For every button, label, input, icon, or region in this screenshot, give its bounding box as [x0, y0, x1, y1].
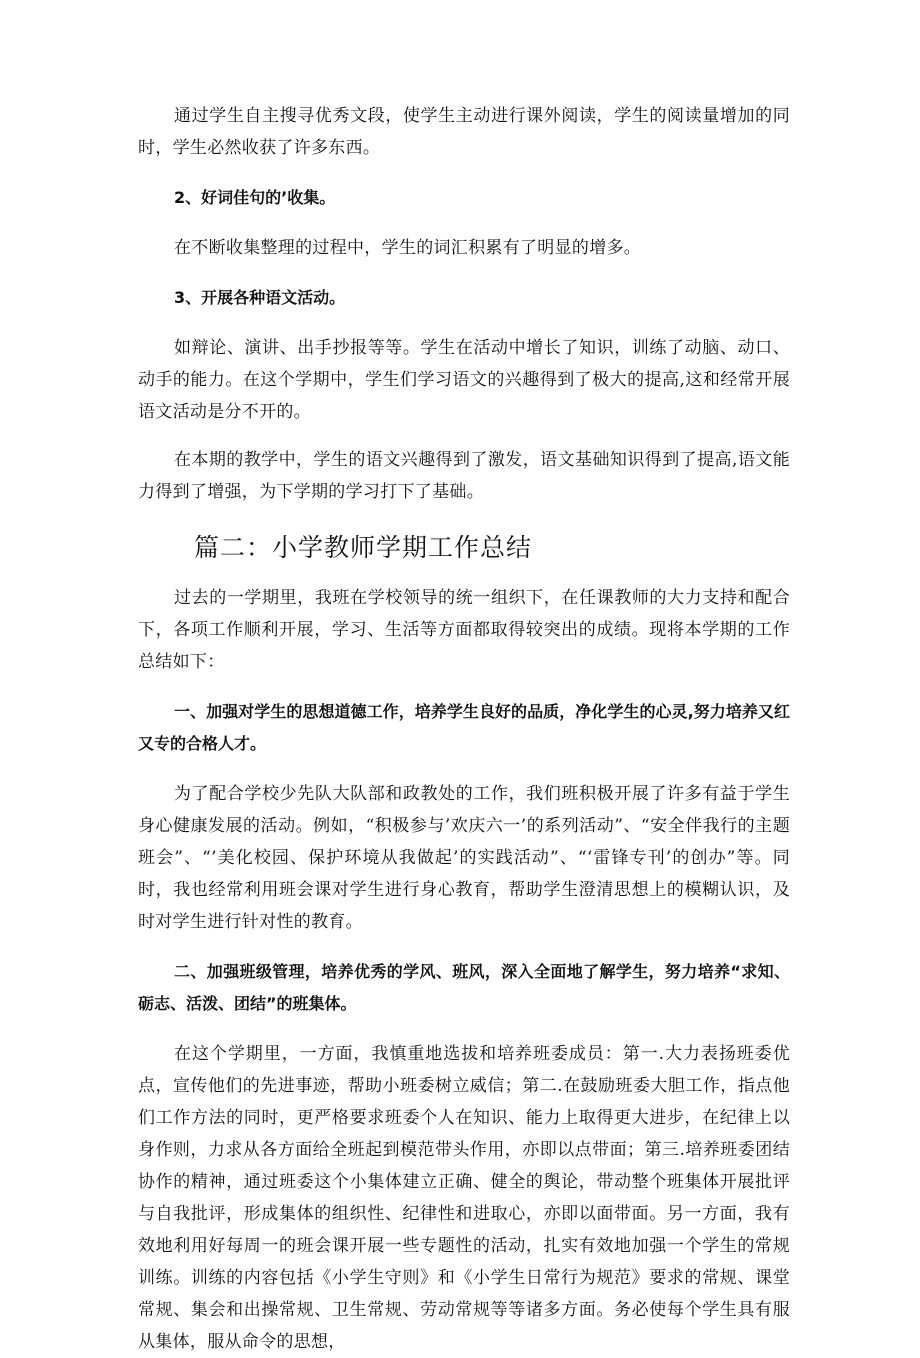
document-page [138, 100, 790, 1358]
paragraph-activities: 如辩论、演讲、出手抄报等等。学生在活动中增长了知识，训练了动脑、动口、动手的能力。在这个学期中，学生们学习语文的兴趣得到了极大的提高,这和经常开展语文活动是分不开的。 [138, 338, 790, 422]
heading-moral-education: 一、加强对学生的思想道德工作，培养学生良好的品质，净化学生的心灵,努力培养又红又专的合格人才。 [138, 702, 790, 753]
heading-class-management: 二、加强班级管理，培养优秀的学风、班风，深入全面地了解学生，努力培养“求知、砺志、活泼、团结”的班集体。 [138, 962, 790, 1013]
paragraph-intro: 过去的一学期里，我班在学校领导的统一组织下，在任课教师的大力支持和配合下，各项工作顺利开展，学习、生活等方面都取得较突出的成绩。现将本学期的工作总结如下： [138, 588, 790, 672]
paragraph-class-management: 在这个学期里，一方面，我慎重地选拔和培养班委成员：第一.大力表扬班委优点，宣传他们的先进事迹，帮助小班委树立威信；第二.在鼓励班委大胆工作，指点他们工作方法的同时，更严格要求班委个人在知识、能力上取得更大进步，在纪律上以身作则，力求从各方面给全班起到模范带头作用，亦即以点带面；第三.培养班委团结协作的精神，通过班委这个小集体建立正确、健全的舆论，带动整个班集体开展批评与自我批评，形成集体的组织性、纪律性和进取心，亦即以面带面。另一方面，我有效地利用好每周一的班会课开展一些专题性的活动，扎实有效地加强一个学生的常规训练。训练的内容包括《小学生守则》和《小学生日常行为规范》要求的常规、课堂常规、集会和出操常规、卫生常规、劳动常规等等诸多方面。务必使每个学生具有服从集体，服从命令的思想， [138, 1044, 790, 1352]
paragraph-moral-education: 为了配合学校少先队大队部和政教处的工作，我们班积极开展了许多有益于学生身心健康发展的活动。例如，“积极参与’欢庆六一’的系列活动”、“安全伴我行的主题班会”、“’美化校园、保护环境从我做起’的实践活动”、“‘雷锋专刊’的创办”等。同时，我也经常利用班会课对学生进行身心教育，帮助学生澄清思想上的模糊认识，及时对学生进行针对性的教育。 [138, 784, 790, 932]
section-title: 篇二：小学教师学期工作总结 [194, 533, 533, 562]
paragraph-summary: 在本期的教学中，学生的语文兴趣得到了激发，语文基础知识得到了提高,语文能力得到了增强，为下学期的学习打下了基础。 [138, 450, 790, 502]
paragraph-reading: 通过学生自主搜寻优秀文段，使学生主动进行课外阅读，学生的阅读量增加的同时，学生必然收获了许多东西。 [138, 106, 790, 158]
subheading-vocabulary: 2、好词佳句的’收集。 [174, 188, 336, 207]
subheading-activities: 3、开展各种语文活动。 [174, 288, 346, 307]
paragraph-vocabulary: 在不断收集整理的过程中，学生的词汇积累有了明显的增多。 [174, 238, 642, 258]
